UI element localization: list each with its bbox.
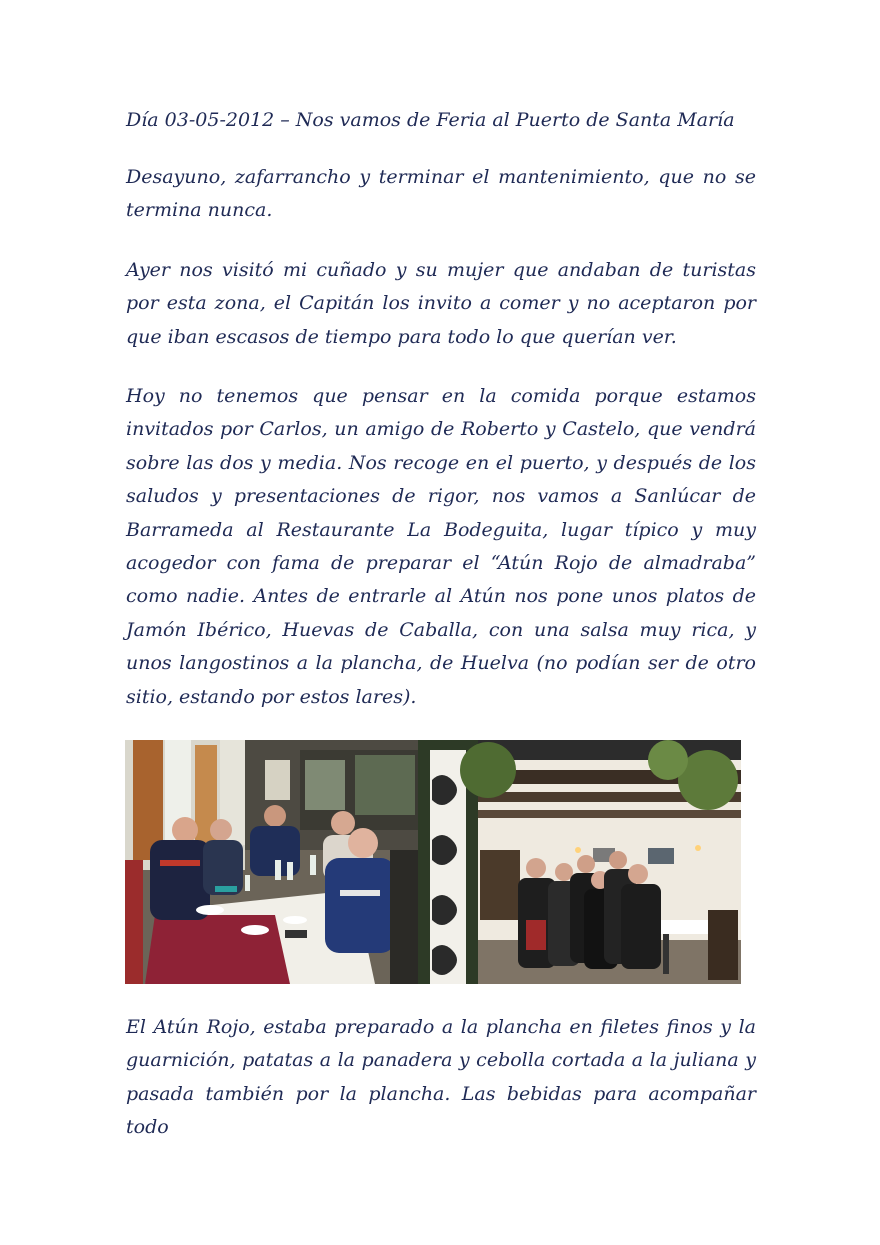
paragraph-visit: Ayer nos visitó mi cuñado y su mujer que andaban de turistas por esta zona, el Capitán los invito a comer y no aceptaron por que iban escasos de tiempo para todo lo que querían ver. [126, 259, 756, 348]
page-title: Día 03-05-2012 – Nos vamos de Feria al Puerto de Santa María [126, 109, 735, 131]
paragraph-lunch-invitation: Hoy no tenemos que pensar en la comida porque estamos invitados por Carlos, un amigo de Roberto y Castelo, que vendrá sobre las dos y media. Nos recoge en el puerto, y después de los saludos y presentaciones de rigor, nos vamos a Sanlúcar de Barrameda al Restaurante La Bodeguita, lugar típico y muy acogedor con fama de preparar el “Atún Rojo de almadraba” como nadie. Antes de entrarle al Atún nos pone unos platos de Jamón Ibérico, Huevas de Caballa, con una salsa muy rica, y unos langostinos a la plancha, de Huelva (no podían ser de otro sitio, estando por estos lares). [126, 385, 756, 708]
dining-room-group-photo [418, 740, 741, 984]
paragraph-breakfast: Desayuno, zafarrancho y terminar el mantenimiento, que no se termina nunca. [126, 166, 756, 222]
restaurant-table-photo [125, 740, 418, 984]
paragraph-tuna: El Atún Rojo, estaba preparado a la plancha en filetes finos y la guarnición, patatas a la panadera y cebolla cortada a la juliana y pasada también por la plancha. Las bebidas para acompañar todo [126, 1016, 756, 1139]
photo-collage [125, 740, 741, 984]
